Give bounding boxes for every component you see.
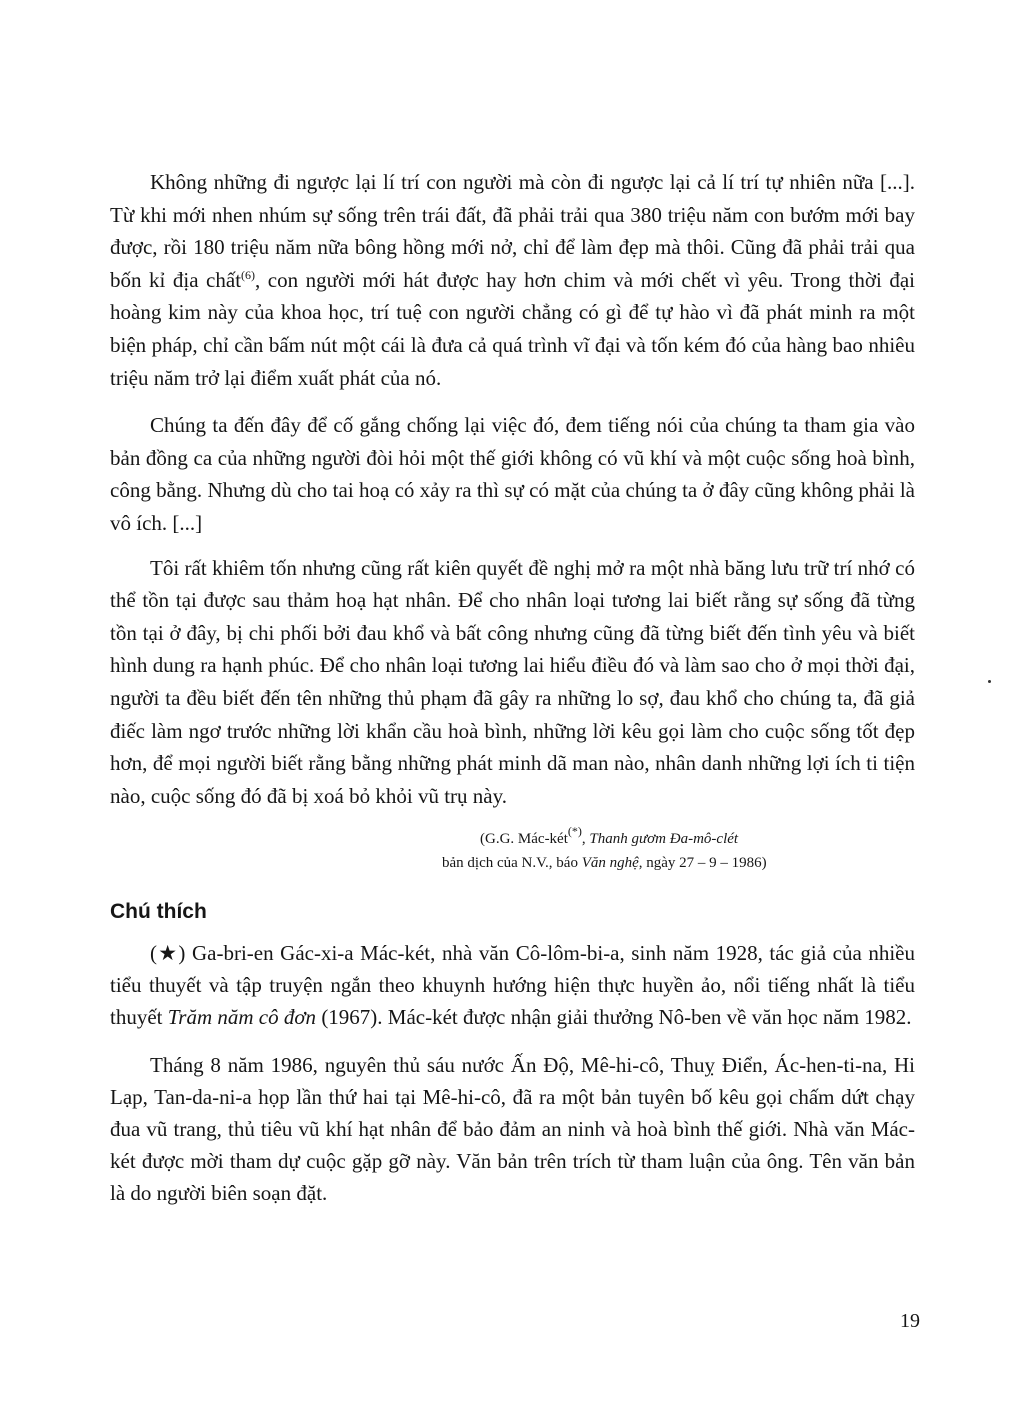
source-author: (G.G. Mác-két [480,831,568,848]
source-work-title: Thanh gươm Đa-mô-clét [589,831,739,848]
novel-title: Trăm năm cô đơn [167,1005,317,1030]
paragraph-1-part2: , con người mới hát được hay hơn chim và mới chết vì yêu. Trong thời đại hoàng kim này của khoa học, trí tuệ con người chẳng có gì để tự hào vì đã phát minh ra một biện pháp, chỉ cần bấm nút một cái là đưa cả quá trình vĩ đại và tốn kém đó của hàng bao nhiêu triệu năm trở lại điểm xuất phát của nó. [110,267,915,390]
author-note-mark: (*) [567,824,582,839]
source-line-translation [110,851,915,875]
page-number: 19 [900,1310,920,1332]
scan-speck [988,680,991,683]
footnote-ref-6: (6) [241,267,256,282]
page-body [110,166,915,1225]
notes-heading: Chú thích [110,900,207,924]
publication-date: , ngày 27 – 9 – 1986) [638,855,767,872]
author-note-suffix: (1967). Mác-két được nhận giải thưởng Nô-ben về văn học năm 1982. [316,1005,912,1030]
source-separator: , [581,831,590,848]
author-note [110,937,915,1033]
paragraph-1-part1: Không những đi ngược lại lí trí con người mà còn đi ngược lại cả lí trí tự nhiên nữa [...]. Từ khi mới nhen nhúm sự sống trên trái đất, đã phải trải qua 380 triệu năm con bướm mới bay được, rồi 180 triệu năm nữa bông hồng mới nở, chỉ để làm đẹp mà thôi. Cũng đã phải trải qua bốn kỉ địa chất [110,170,915,292]
source-citation [110,824,915,875]
source-line-author [110,824,915,851]
newspaper-name: Văn nghệ [581,855,639,872]
paragraph-1 [110,166,915,394]
author-note-prefix: (★) Ga-bri-en Gác-xi-a Mác-két, nhà văn Cô-lôm-bi-a, sinh năm 1928, tác giả của nhiều tiểu thuyết và tập truyện ngắn theo khuynh hướng hiện thực huyền ảo, nổi tiếng nhất là tiểu thuyết [110,941,915,1030]
context-note: Tháng 8 năm 1986, nguyên thủ sáu nước Ấn Độ, Mê-hi-cô, Thuỵ Điển, Ác-hen-ti-na, Hi Lạp, Tan-da-ni-a họp lần thứ hai tại Mê-hi-cô, đã ra một bản tuyên bố kêu gọi chấm dứt chạy đua vũ trang, thủ tiêu vũ khí hạt nhân để bảo đảm an ninh và hoà bình thế giới. Nhà văn Mác-két được mời tham dự cuộc gặp gỡ này. Văn bản trên trích từ tham luận của ông. Tên văn bản là do người biên soạn đặt. [110,1053,915,1206]
paragraph-3: Tôi rất khiêm tốn nhưng cũng rất kiên quyết đề nghị mở ra một nhà băng lưu trữ trí nhớ có thể tồn tại được sau thảm hoạ hạt nhân. Để cho nhân loại tương lai biết rằng sự sống đã từng tồn tại ở đây, bị chi phối bởi đau khổ và bất công nhưng cũng đã từng biết đến tình yêu và biết hình dung ra hạnh phúc. Để cho nhân loại tương lai hiểu điều đó và làm sao cho ở mọi thời đại, người ta đều biết đến tên những thủ phạm đã gây ra những lo sợ, đau khổ cho chúng ta, đã giả điếc làm ngơ trước những lời khẩn cầu hoà bình, những lời kêu gọi làm cho cuộc sống tốt đẹp hơn, để mọi người biết rằng bằng những phát minh dã man nào, nhân danh những lợi ích ti tiện nào, cuộc sống đó đã bị xoá bỏ khỏi vũ trụ này. [110,555,915,808]
paragraph-2: Chúng ta đến đây để cố gắng chống lại việc đó, đem tiếng nói của chúng ta tham gia vào bản đồng ca của những người đòi hỏi một thế giới không có vũ khí và một cuộc sống hoà bình, công bằng. Nhưng dù cho tai hoạ có xảy ra thì sự có mặt của chúng ta ở đây cũng không phải là vô ích. [...] [110,413,915,535]
translation-prefix: bản dịch của N.V., báo [442,855,582,872]
